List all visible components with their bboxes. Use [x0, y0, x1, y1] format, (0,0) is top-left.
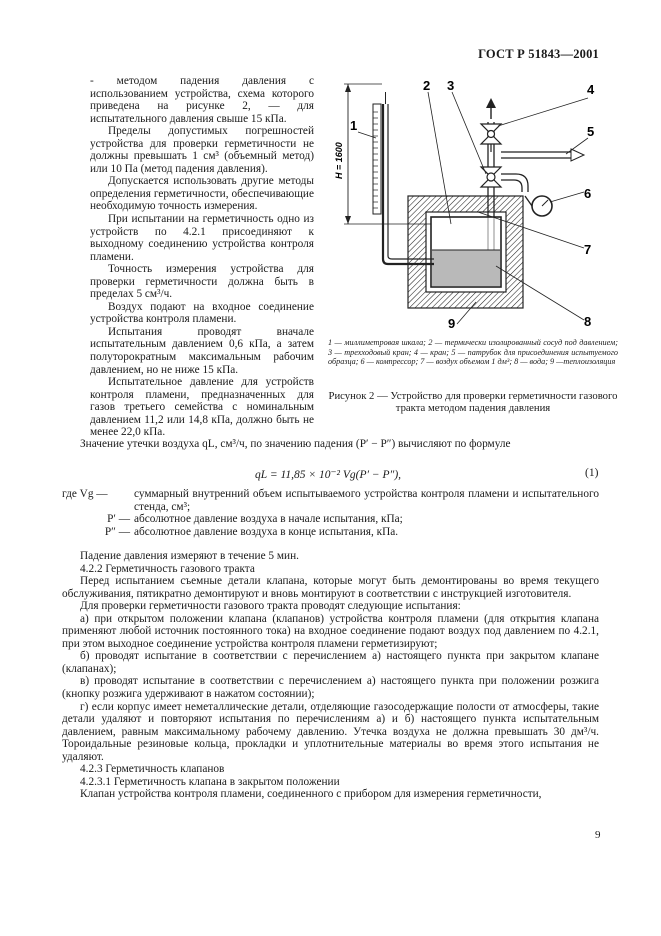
definition-text: абсолютное давление воздуха в начале испытания, кПа;: [134, 513, 403, 526]
definition-symbol: P″ —: [104, 525, 130, 538]
paragraph: Клапан устройства контроля пламени, соединенного с прибором для измерения герметичности,: [80, 788, 542, 801]
leak-test-apparatus-diagram: [326, 74, 616, 336]
body-text: [62, 550, 599, 801]
definition-symbol: где Vg —: [62, 488, 108, 500]
height-label: H = 1600: [334, 142, 344, 179]
list-item: а) при открытом положении клапана (клапанов) устройства контроля пламени (для открытия клапана применяют любой источник постоянного тока) на входное соединение подают воздух под давлением по 4.2.1, при этом выходное соединение устройства контроля пламени герметизируют;: [62, 612, 599, 650]
definition-symbol: P′ —: [107, 513, 130, 526]
label-5: 5: [587, 124, 595, 139]
paragraph: Пределы допустимых погрешностей устройства для проверки герметичности не должны превышать 1 см³ (объемный метод) или 10 Па (метод падения давления).: [90, 125, 314, 175]
formula-number: (1): [585, 467, 599, 479]
label-7: 7: [584, 242, 592, 257]
page-number: 9: [595, 829, 601, 841]
paragraph: Для проверки герметичности газового тракта проводят следующие испытания:: [80, 600, 461, 613]
label-6: 6: [584, 186, 592, 201]
document-header: ГОСТ Р 51843—2001: [478, 47, 599, 61]
paragraph: Допускается использовать другие методы определения герметичности, обеспечивающие необходимую точность измерения.: [90, 175, 314, 213]
paragraph: Испытания проводят вначале испытательным давлением 0,6 кПа, а затем полуторократным максимальным рабочим давлением, но не ниже 15 кПа.: [90, 325, 314, 376]
formula-text: qL = 11,85 × 10⁻² Vg(P′ − P″),: [255, 469, 402, 481]
paragraph: Падение давления измеряют в течение 5 мин.: [80, 550, 299, 562]
definition-text: суммарный внутренний объем испытываемого устройства контроля пламени и испытательного стенда, см³;: [134, 488, 599, 513]
label-8: 8: [584, 314, 592, 329]
list-item: г) если корпус имеет неметаллические детали, отделяющие газосодержащие полости от атмосферы, такие детали удаляют и повторяют испытания по перечислениям а) и б) настоящего пункта испытательным давлением, равным максимальному рабочему давлению. Утечка воздуха не должна превышать 30 дм³/ч. Тороидальные резиновые кольца, прокладки и уплотнительные материалы во время этого испытания не удаляют.: [62, 700, 599, 763]
definition-row: [62, 513, 599, 526]
label-2: 2: [423, 78, 431, 93]
list-item: в) проводят испытание в соответствии с перечислением а) настоящего пункта при положении розжига (кнопку розжига удерживают в нажатом состоянии);: [62, 675, 599, 701]
paragraph: Значение утечки воздуха qL, см³/ч, по значению падения (P′ − P″) вычисляют по формуле: [80, 438, 511, 450]
figure-title: Рисунок 2 — Устройство для проверки герметичности газового тракта методом падения давления: [328, 390, 618, 414]
label-1: 1: [350, 118, 358, 133]
definitions-list: [62, 488, 599, 538]
compressor-gauge: [525, 196, 552, 216]
label-9: 9: [448, 316, 456, 331]
list-item: б) проводят испытание в соответствии с перечислением а) настоящего пункта при закрытом клапане (клапанах);: [62, 650, 599, 675]
paragraph: Испытательное давление для устройств контроля пламени, предназначенных для газов третьего семейства с номинальным давлением 11,2 или 14,8 кПа, должно быть не менее 22,0 кПа.: [90, 376, 314, 439]
section-heading: 4.2.3.1 Герметичность клапана в закрытом положении: [80, 775, 340, 788]
section-heading: 4.2.3 Герметичность клапанов: [80, 763, 225, 776]
paragraph: - методом падения давления с использованием устройства, схема которого приведена на рисунке 2, — для испытательного давления свыше 15 кПа.: [90, 75, 314, 125]
pressure-vessel: [431, 217, 501, 287]
paragraph: Перед испытанием съемные детали клапана, которые могут быть демонтированы во время текущего обслуживания, пятикратно демонтируют и вновь монтируют в соответствии с инструкцией изготовителя.: [62, 575, 599, 600]
paragraph: Воздух подают на входное соединение устройства контроля пламени.: [90, 300, 314, 326]
definition-text: абсолютное давление воздуха в конце испытания, кПа.: [134, 525, 399, 538]
label-3: 3: [447, 78, 455, 93]
definition-row: [62, 526, 599, 539]
paragraph: При испытании на герметичность одно из устройств по 4.2.1 присоединяют к выходному соединению устройства контроля пламени.: [90, 213, 314, 263]
definition-row: [62, 488, 599, 513]
label-4: 4: [587, 82, 595, 97]
paragraph: Точность измерения устройства для проверки герметичности должна быть в пределах 5 см³/ч.: [90, 263, 314, 301]
millimeter-scale: [373, 104, 381, 214]
figure-caption: 1 — миллиметровая шкала; 2 — термически изолированный сосуд под давлением; 3 — трехходовый кран; 4 — кран; 5 — патрубок для присоединения испытуемого образца; 6 — компрессор; 7 — воздух объемом 1 дм³; 8 — вода; 9 —теплоизоляция: [328, 338, 618, 367]
formula-intro: [62, 438, 599, 451]
shutoff-valve: [481, 124, 501, 144]
water-volume: [432, 250, 500, 286]
left-column-text: [90, 75, 314, 439]
section-heading: 4.2.2 Герметичность газового тракта: [80, 562, 255, 575]
